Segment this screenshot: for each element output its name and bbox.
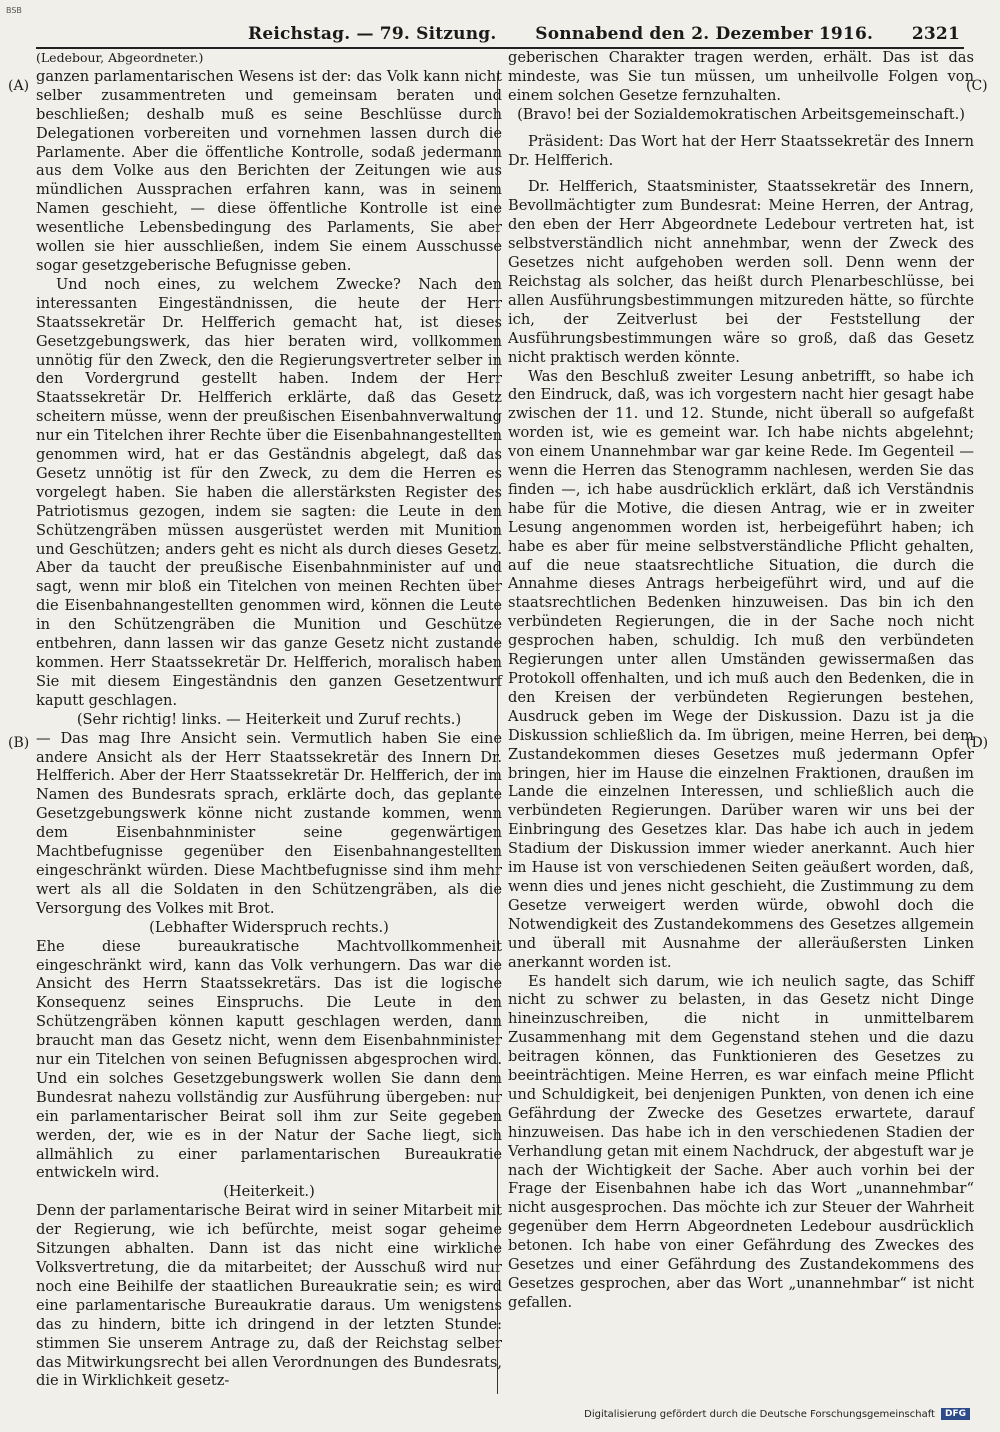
interjection: (Lebhafter Widerspruch rechts.) [149, 918, 389, 936]
interjection: (Heiterkeit.) [223, 1183, 315, 1201]
paragraph: Und noch eines, zu welchem Zwecke? Nach den interessanten Eingeständnissen, die heute der Herr Staatssekretär Dr. Helfferich gemacht hat, ist dieses Gesetzgebungswerk, das hier beraten wird, vollkommen unnötig für den Zweck, den die Regierungsvertreter selber in den Vordergrund gestellt haben. Indem der Herr Staatssekretär Dr. Helfferich erklärte, daß das Gesetz scheitern müsse, wenn der preußischen Eisenbahnverwaltung nur ein Titelchen ihrer Rechte über die Eisenbahnangestellten genommen wird, hat er das Geständnis abgelegt, daß das Gesetz unnötig ist für den Zweck, zu dem die Herren es vorgelegt haben. Sie haben die allerstärksten Register des Patriotismus gezogen, indem sie sagten: die Leute in den Schützengräben müssen ausgerüstet werden mit Munition und Geschützen; anders geht es nicht als durch dieses Gesetz. Aber da taucht der preußische Eisenbahnminister auf und sagt, wenn mir bloß ein Titelchen von meinen Rechten über die Eisenbahnangestellten genommen wird, können die Leute in den Schützengräben die Munition und Geschütze entbehren, dann lassen wir das ganze Gesetz nicht zustande kommen. Herr Staatssekretär Dr. Helfferich, moralisch haben Sie mit diesem Eingeständnis den ganzen Gesetzentwurf kaputt geschlagen. [36, 275, 502, 709]
paragraph: Was den Beschluß zweiter Lesung anbetrifft, so habe ich den Eindruck, daß, was ich vorgestern nacht hier gesagt habe zwischen der 11. und 12. Stunde, nicht überall so aufgefaßt worden ist, wie es gemeint war. Ich habe nichts abgelehnt; von einem Unannehmbar war gar keine Rede. Im Gegenteil — wenn die Herren das Stenogramm nachlesen, werden Sie das finden —, ich habe ausdrücklich erklärt, daß ich Verständnis habe für die Motive, die diesen Antrag, wie er in zweiter Lesung angenommen worden ist, herbeigeführt haben; ich habe es aber für meine selbstverständliche Pflicht gehalten, auf die neue staatsrechtliche Situation, die durch die Annahme dieses Antrags herbeigeführt wird, und auf die staatsrechtlichen Bedenken hinzuweisen. Das bin ich den verbündeten Regierungen, die in der Sache noch nicht gesprochen haben, schuldig. Ich muß den verbündeten Regierungen unter allen Umständen gewissermaßen das Protokoll offenhalten, und ich muß auch den Bedenken, die in den Kreisen der verbündeten Regierungen bestehen, Ausdruck geben im Wege der Diskussion. Dazu ist ja die Diskussion schließlich da. Im übrigen, meine Herren, bei dem Zustandekommen dieses Gesetzes muß jedermann Opfer bringen, hier im Hause die einzelnen Fraktionen, draußen im Lande die einzelnen Interessen, und schließlich auch die verbündeten Regierungen. Darüber waren wir uns bei der Einbringung des Gesetzes klar. Das habe ich auch in jedem Stadium der Diskussion immer wieder anerkannt. Auch hier im Hause ist von verschiedenen Seiten geäußert worden, daß, wenn dies und jenes nicht geschieht, die Zustimmung zu dem Gesetze verweigert werden würde, obwohl doch die Notwendigkeit des Zustandekommens des Gesetzes allgemein und überall mit Ausnahme der alleräußersten Linken anerkannt worden ist. [508, 367, 974, 971]
paragraph: Es handelt sich darum, wie ich neulich sagte, das Schiff nicht zu schwer zu belasten, in das Gesetz nicht Dinge hineinzuschreiben, die nicht in unmittelbarem Zusammenhang mit dem Gegenstand stehen und die dazu beitragen können, das Funktionieren des Gesetzes zu beeinträchtigen. Meine Herren, es war einfach meine Pflicht und Schuldigkeit, bei denjenigen Punkten, von denen ich eine Gefährdung der Zwecke des Gesetzes erwartete, darauf hinzuweisen. Das habe ich in den verschiedenen Stadien der Verhandlung getan mit einem Nachdruck, der abgestuft war je nach der Wichtigkeit der Sache. Aber auch vorhin bei der Frage der Eisenbahnen habe ich das Wort „unannehmbar“ nicht ausgesprochen. Das möchte ich zur Steuer der Wahrheit gegenüber dem Herrn Abgeordneten Ledebour ausdrücklich betonen. Ich habe von einer Gefährdung des Zweckes des Gesetzes und einer Gefährdung des Zustandekommens des Gesetzes gesprochen, aber das Wort „unannehmbar“ ist nicht gefallen. [508, 972, 974, 1311]
dfg-logo-icon: DFG [941, 1408, 970, 1420]
interjection: (Bravo! bei der Sozialdemokratischen Arbeitsgemeinschaft.) [517, 105, 965, 123]
speaker-heading: (Ledebour, Abgeordneter.) [36, 50, 204, 65]
speaker-paragraph: Dr. Helfferich, Staatsminister, Staatssekretär des Innern, Bevollmächtigter zum Bundesrat: Meine Herren, der Antrag, den eben der Herr Abgeordnete Ledebour vertreten hat, ist selbstverständlich nicht annehmbar, wenn der Zweck des Gesetzes nicht aufgehoben werden soll. Denn wenn der Reichstag als solcher, das heißt durch Plenarbeschlüsse, bei allen Ausführungsbestimmungen mitzureden hätte, so fürchte ich, der Zeitverlust bei der Feststellung der Ausführungsbestimmungen wäre so groß, daß das Gesetz nicht praktisch werden könnte. [508, 178, 974, 366]
margin-letter-a: (A) [8, 78, 30, 94]
library-mark: BSB [6, 6, 22, 15]
header-date: Sonnabend den 2. Dezember 1916. [535, 24, 874, 44]
paragraph: Denn der parlamentarische Beirat wird in seiner Mitarbeit mit der Regierung, wie ich befürchte, meist sogar geheime Sitzungen abhalten. Dann ist das nicht eine wirkliche Volksvertretung, die da mitarbeitet; der Ausschuß wird nur noch eine Beihilfe der staatlichen Bureaukratie sein; es wird eine parlamentarische Bureaukratie daraus. Um wenigstens das zu hindern, bitte ich dringend in der letzten Stunde: stimmen Sie unserem Antrage zu, daß der Reichstag selber das Mitwirkungsrecht bei allen Verordnungen des Bundesrats, die in Wirklichkeit gesetz- [36, 1202, 502, 1390]
footer [584, 1408, 970, 1420]
page-number: 2321 [911, 24, 960, 44]
margin-letter-c: (C) [966, 78, 988, 94]
page-header [248, 21, 960, 47]
president-statement: Präsident: Das Wort hat der Herr Staatssekretär des Innern Dr. Helfferich. [508, 132, 974, 169]
interjection: (Sehr richtig! links. — Heiterkeit und Zuruf rechts.) [76, 710, 462, 728]
footer-text: Digitalisierung gefördert durch die Deutsche Forschungsgemeinschaft [584, 1408, 935, 1420]
column-divider [497, 74, 498, 1394]
paragraph: Ehe diese bureaukratische Machtvollkommenheit eingeschränkt wird, kann das Volk verhungern. Das war die Ansicht des Herrn Staatssekretärs. Das ist die logische Konsequenz seines Einspruchs. Die Leute in den Schützengräben können kaputt geschlagen werden, dann braucht man das Gesetz nicht, wenn dem Eisenbahnminister nur ein Titelchen von seinen Befugnissen abgesprochen wird. Und ein solches Gesetzgebungswerk wollen Sie dann dem Bundesrat nahezu vollständig zur Ausführung übergeben: nur ein parlamentarischer Beirat soll ihm zur Seite gegeben werden, der, wie es in der Natur der Sache liegt, sich allmählich zu einer parlamentarischen Bureaukratie entwickeln wird. [36, 937, 502, 1182]
margin-letter-b: (B) [8, 735, 30, 751]
left-column [36, 49, 502, 1391]
margin-letter-d: (D) [966, 735, 989, 751]
paragraph: — Das mag Ihre Ansicht sein. Vermutlich haben Sie eine andere Ansicht als der Herr Staatssekretär des Innern Dr. Helfferich. Aber der Herr Staatssekretär Dr. Helfferich, der im Namen des Bundesrats sprach, erklärte doch, das geplante Gesetzgebungswerk könne nicht zustande kommen, wenn dem Eisenbahnminister seine gegenwärtigen Machtbefugnisse gegenüber den Eisenbahnangestellten eingeschränkt würden. Diese Machtbefugnisse sind ihm mehr wert als all die Soldaten in den Schützengräben, als die Versorgung des Volkes mit Brot. [36, 729, 502, 917]
paragraph: ganzen parlamentarischen Wesens ist der: das Volk kann nicht selber zusammentreten und gemeinsam beraten und beschließen; deshalb muß es seine Beschlüsse durch Delegationen vorbereiten und vornehmen lassen durch die Parlamente. Aber die öffentliche Kontrolle, sodaß jedermann aus dem Volke aus den Berichten der Zeitungen wie aus mündlichen Aussprachen erfahren kann, was in seinem Namen geschieht, — diese öffentliche Kontrolle ist eine wesentliche Lebensbedingung des Parlaments, Sie aber wollen sie hier ausschließen, indem Sie einem Ausschusse sogar gesetzgeberische Befugnisse geben. [36, 67, 502, 274]
right-column [508, 49, 974, 1313]
paragraph: geberischen Charakter tragen werden, erhält. Das ist das mindeste, was Sie tun müssen, um unheilvolle Folgen von einem solchen Gesetze fernzuhalten. [508, 49, 974, 104]
header-session: Reichstag. — 79. Sitzung. [248, 24, 497, 44]
